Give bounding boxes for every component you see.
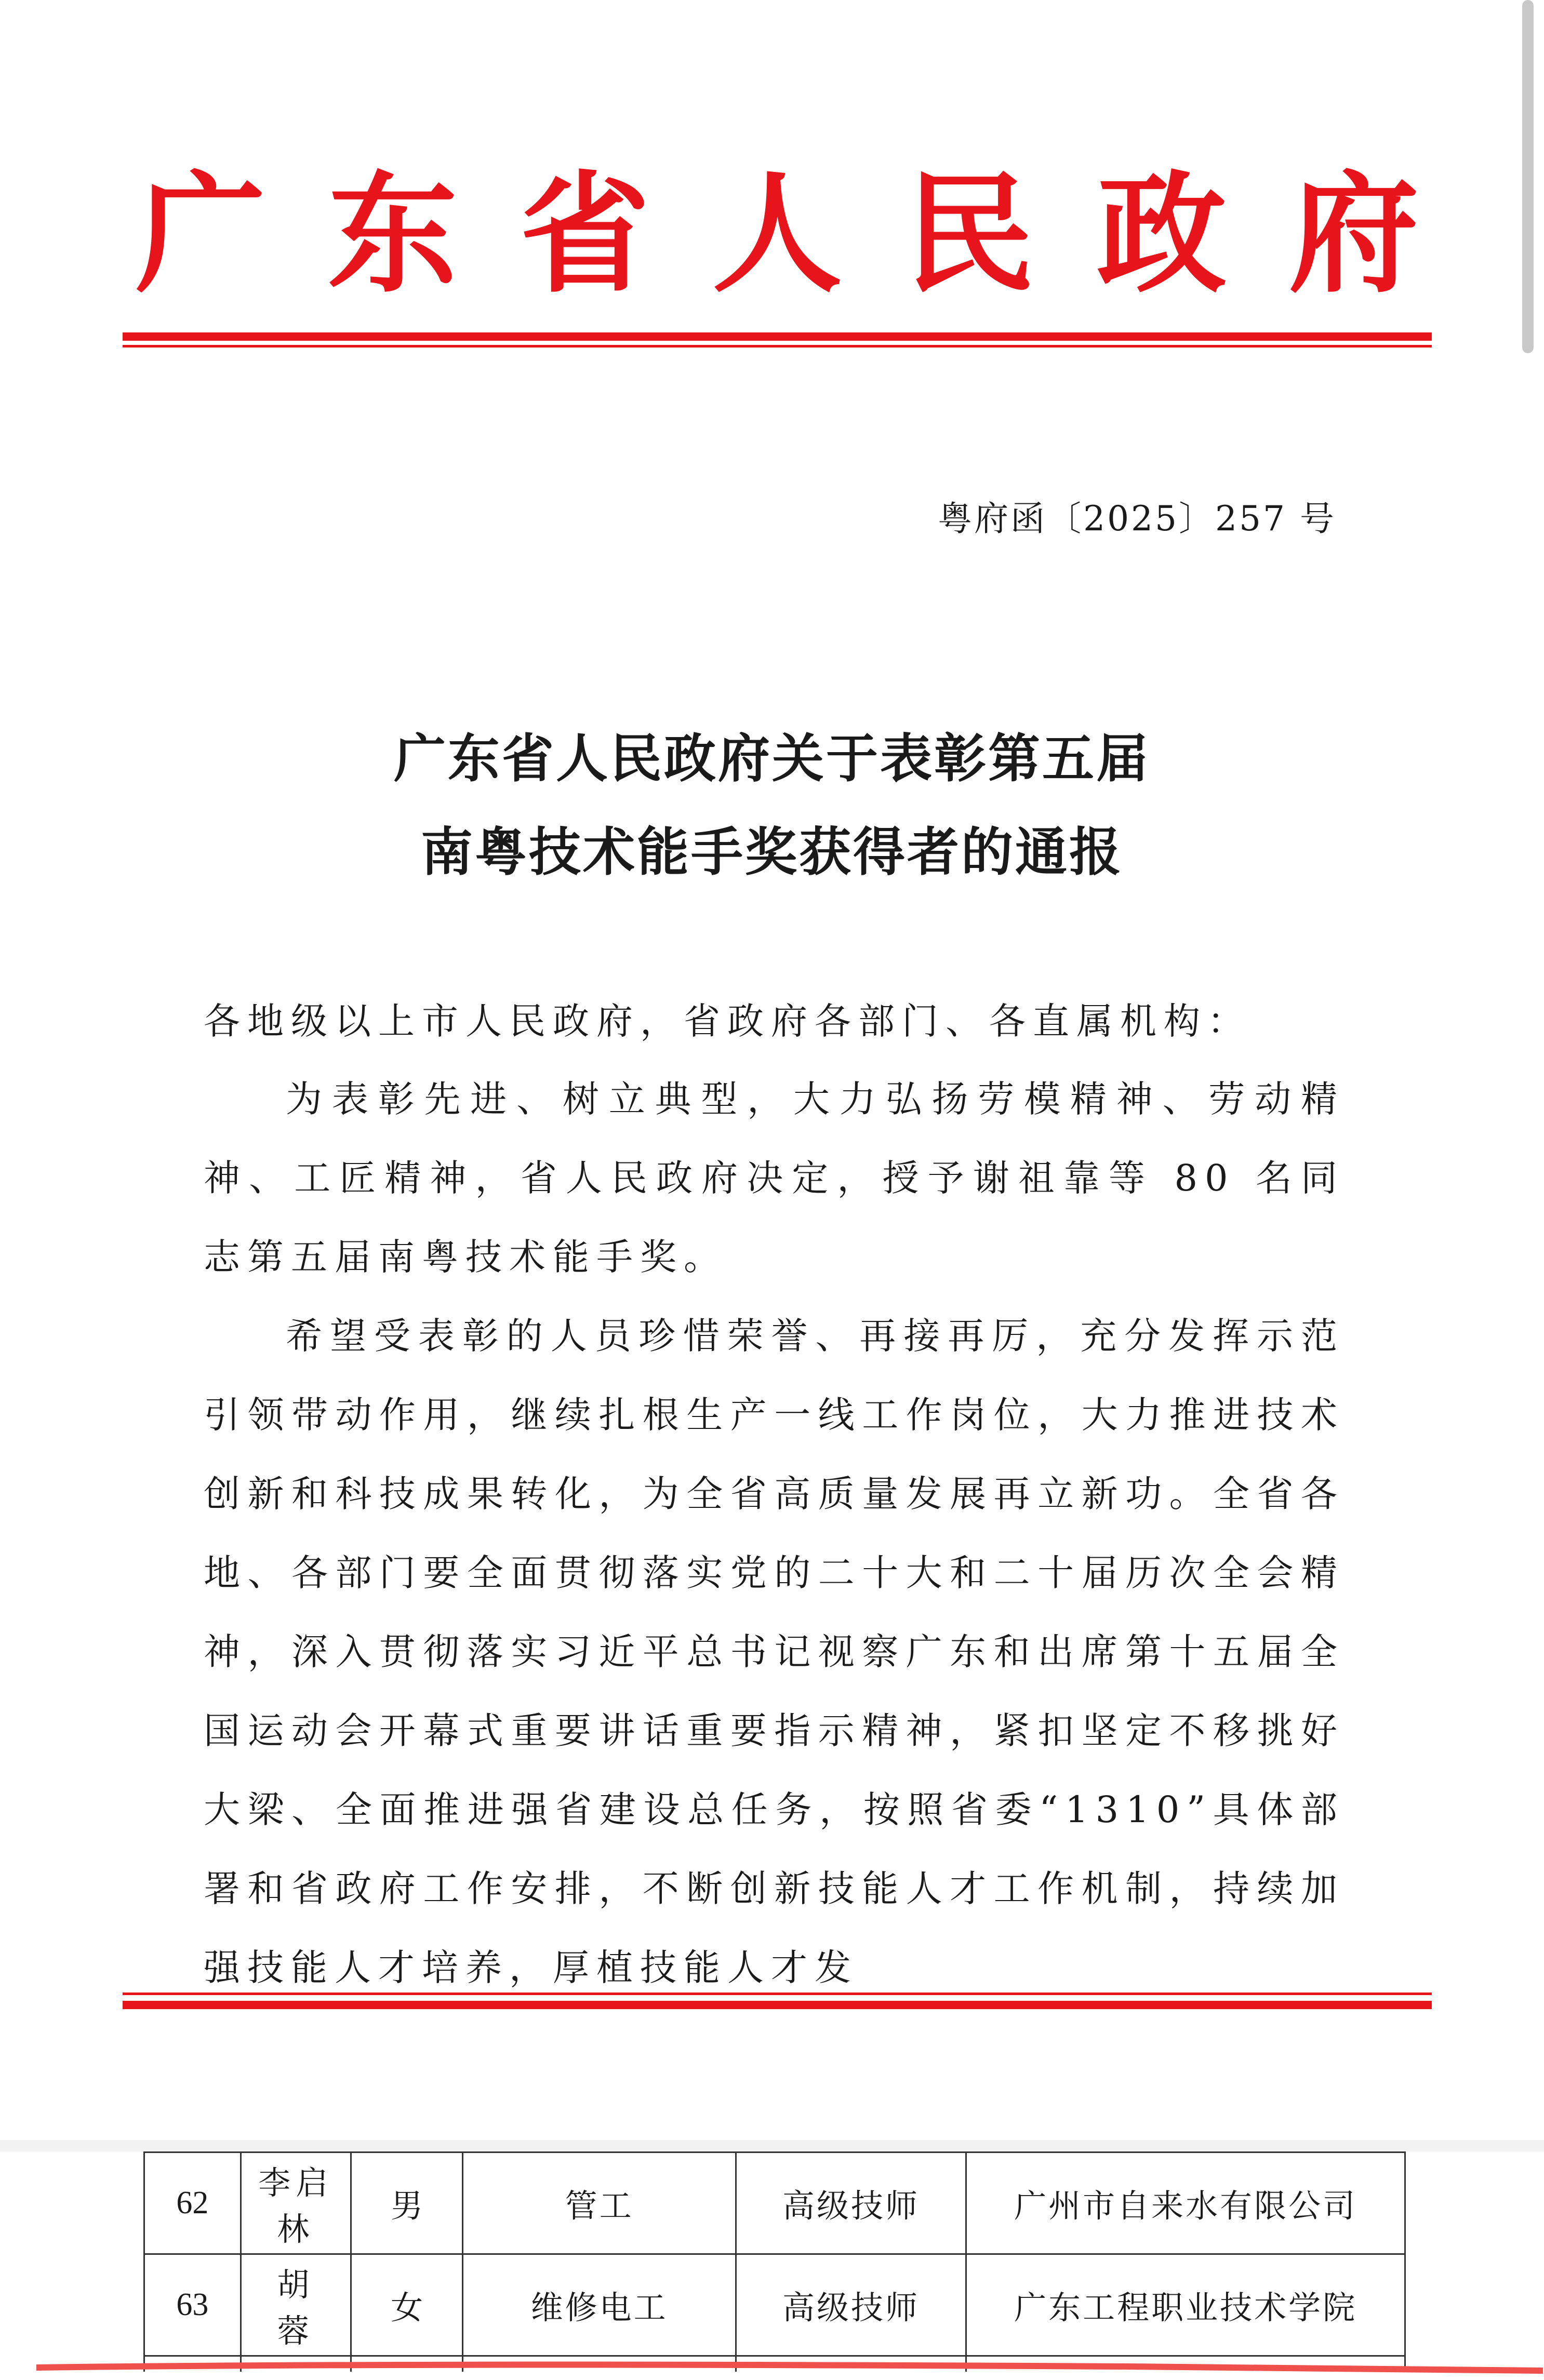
cell-sex: 男 bbox=[351, 2152, 463, 2254]
cell-organization: 广州市自来水有限公司 bbox=[966, 2152, 1405, 2254]
footer-red-rule-thick bbox=[123, 2001, 1432, 2009]
document-title-line-1: 广东省人民政府关于表彰第五届 bbox=[394, 728, 1150, 789]
masthead-char: 民 bbox=[904, 157, 1034, 310]
masthead-char: 政 bbox=[1097, 157, 1227, 310]
footer-red-rule-thin bbox=[123, 1993, 1432, 1995]
cell-sex: 女 bbox=[351, 2254, 463, 2356]
cell-number: 62 bbox=[144, 2152, 241, 2254]
cell-number: 63 bbox=[144, 2254, 241, 2356]
masthead-char: 人 bbox=[712, 157, 842, 310]
cell-name: 李启林 bbox=[241, 2152, 351, 2254]
body-paragraph-2: 希望受表彰的人员珍惜荣誉、再接再厉，充分发挥示范引领带动作用，继续扎根生产一线工作岗位，大力推进技术创新和科技成果转化，为全省高质量发展再立新功。全省各地、各部门要全面贯彻落实党的二十大和二十届历次全会精神，深入贯彻落实习近平总书记视察广东和出席第十五届全国运动会开幕式重要讲话重要指示精神，紧扣坚定不移挑好大梁、全面推进强省建设总任务，按照省委“1310”具体部署和省政府工作安排，不断创新技能人才工作机制，持续加强技能人才培养，厚植技能人才发 bbox=[204, 1315, 1345, 1989]
award-recipients-table bbox=[143, 2151, 1406, 2372]
cell-occupation: 管工 bbox=[463, 2152, 736, 2254]
masthead-guangdong-provincial-government bbox=[123, 156, 1432, 312]
table-row bbox=[144, 2254, 1405, 2356]
masthead-char: 府 bbox=[1289, 157, 1419, 310]
body-paragraph-1: 为表彰先进、树立典型，大力弘扬劳模精神、劳动精神、工匠精神，省人民政府决定，授予谢祖靠等 80 名同志第五届南粤技术能手奖。 bbox=[204, 1078, 1345, 1278]
red-pen-underline-stroke bbox=[36, 2358, 1543, 2376]
table-row bbox=[144, 2152, 1405, 2254]
document-number: 粤府函〔2025〕257 号 bbox=[938, 499, 1336, 539]
masthead-char: 省 bbox=[520, 157, 650, 310]
cell-organization: 广东工程职业技术学院 bbox=[966, 2254, 1405, 2356]
masthead-char: 广 bbox=[136, 157, 265, 310]
cell-occupation: 维修电工 bbox=[463, 2254, 736, 2356]
header-red-rule-thick bbox=[123, 332, 1432, 341]
page-separator bbox=[0, 2140, 1544, 2151]
cell-skill-level: 高级技师 bbox=[736, 2152, 966, 2254]
scrollbar-thumb[interactable] bbox=[1522, 0, 1534, 353]
cell-name: 胡 蓉 bbox=[241, 2254, 351, 2356]
header-red-rule-thin bbox=[123, 345, 1432, 347]
document-title-line-2: 南粤技术能手奖获得者的通报 bbox=[421, 821, 1123, 883]
masthead-char: 东 bbox=[328, 157, 458, 310]
addressee: 各地级以上市人民政府，省政府各部门、各直属机构： bbox=[204, 1000, 1251, 1042]
cell-skill-level: 高级技师 bbox=[736, 2254, 966, 2356]
